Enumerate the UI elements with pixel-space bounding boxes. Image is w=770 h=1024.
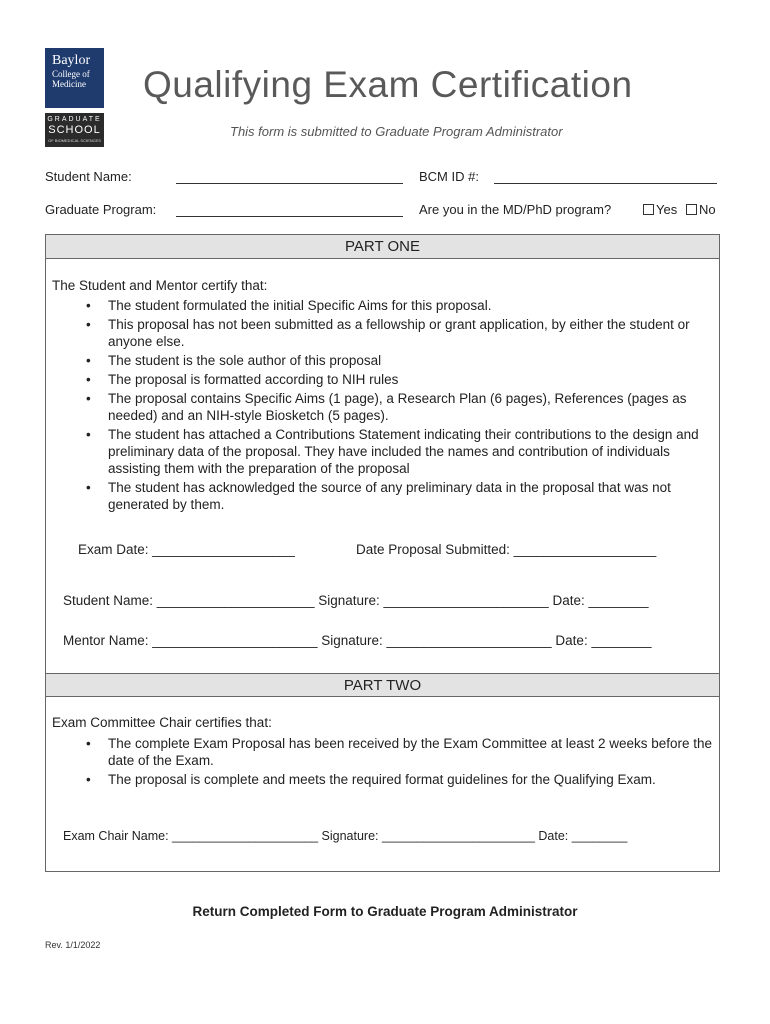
list-item: • The student formulated the initial Specific Aims for this proposal. xyxy=(52,297,722,314)
graduate-program-field[interactable] xyxy=(176,216,403,217)
part-two-header: PART TWO xyxy=(46,673,719,697)
logo-line-1: Baylor xyxy=(52,53,91,68)
list-item: • The proposal is complete and meets the required format guidelines for the Qualifying Exam. xyxy=(52,771,722,788)
yes-checkbox[interactable] xyxy=(643,204,654,215)
part-two-heading: Exam Committee Chair certifies that: xyxy=(52,715,272,730)
list-item: • This proposal has not been submitted as a fellowship or grant application, by either the student or anyone else. xyxy=(52,316,722,350)
list-item: • The student is the sole author of this proposal xyxy=(52,352,722,369)
mdphd-yes-option[interactable] xyxy=(643,202,677,217)
grad-line-2: SCHOOL xyxy=(48,124,101,136)
date-submitted-field[interactable]: Date Proposal Submitted: ___________________ xyxy=(356,542,657,557)
list-item: • The proposal is formatted according to NIH rules xyxy=(52,371,722,388)
student-name-label: Student Name: xyxy=(45,169,132,184)
bcm-id-label: BCM ID #: xyxy=(419,169,479,184)
revision-date: Rev. 1/1/2022 xyxy=(45,940,101,950)
list-item: • The student has acknowledged the source of any preliminary data in the proposal that was not generated by them. xyxy=(52,479,722,513)
no-checkbox[interactable] xyxy=(686,204,697,215)
grad-line-3: OF BIOMEDICAL SCIENCES xyxy=(48,138,101,143)
bcm-id-field[interactable] xyxy=(494,183,717,184)
student-signature-line[interactable]: Student Name: _____________________ Signature: ______________________ Date: ________ xyxy=(63,593,649,608)
page-subtitle: This form is submitted to Graduate Program Administrator xyxy=(230,124,563,139)
yes-label: Yes xyxy=(656,202,678,217)
part-one-bullets xyxy=(52,297,722,515)
logo-line-2: College of xyxy=(52,69,90,79)
student-name-field[interactable] xyxy=(176,183,403,184)
logo-line-3: Medicine xyxy=(52,79,86,89)
list-item: • The complete Exam Proposal has been received by the Exam Committee at least 2 weeks before the date of the Exam. xyxy=(52,735,722,769)
part-one-header: PART ONE xyxy=(46,235,719,259)
chair-signature-line[interactable]: Exam Chair Name: _____________________ Signature: ______________________ Date: ________ xyxy=(63,829,628,843)
part-two-bullets xyxy=(52,735,722,790)
grad-line-1: GRADUATE xyxy=(47,116,102,123)
mdphd-question: Are you in the MD/PhD program? xyxy=(419,202,612,217)
return-instructions: Return Completed Form to Graduate Program Administrator xyxy=(192,904,578,919)
mdphd-no-option[interactable] xyxy=(686,202,716,217)
mentor-signature-line[interactable]: Mentor Name: ______________________ Signature: ______________________ Date: ________ xyxy=(63,633,652,648)
no-label: No xyxy=(699,202,716,217)
baylor-logo xyxy=(45,48,104,108)
graduate-program-label: Graduate Program: xyxy=(45,202,157,217)
part-one-heading: The Student and Mentor certify that: xyxy=(52,278,268,293)
exam-date-field[interactable]: Exam Date: ___________________ xyxy=(78,542,295,557)
graduate-school-logo xyxy=(45,113,104,147)
list-item: • The student has attached a Contributions Statement indicating their contributions to the design and preliminary data of the proposal. They have included the names and contribution of individuals assisting them with the preparation of the proposal xyxy=(52,426,722,477)
list-item: • The proposal contains Specific Aims (1 page), a Research Plan (6 pages), References (pages as needed) and an NIH-style Biosketch (5 pages). xyxy=(52,390,722,424)
page-title: Qualifying Exam Certification xyxy=(143,64,633,105)
